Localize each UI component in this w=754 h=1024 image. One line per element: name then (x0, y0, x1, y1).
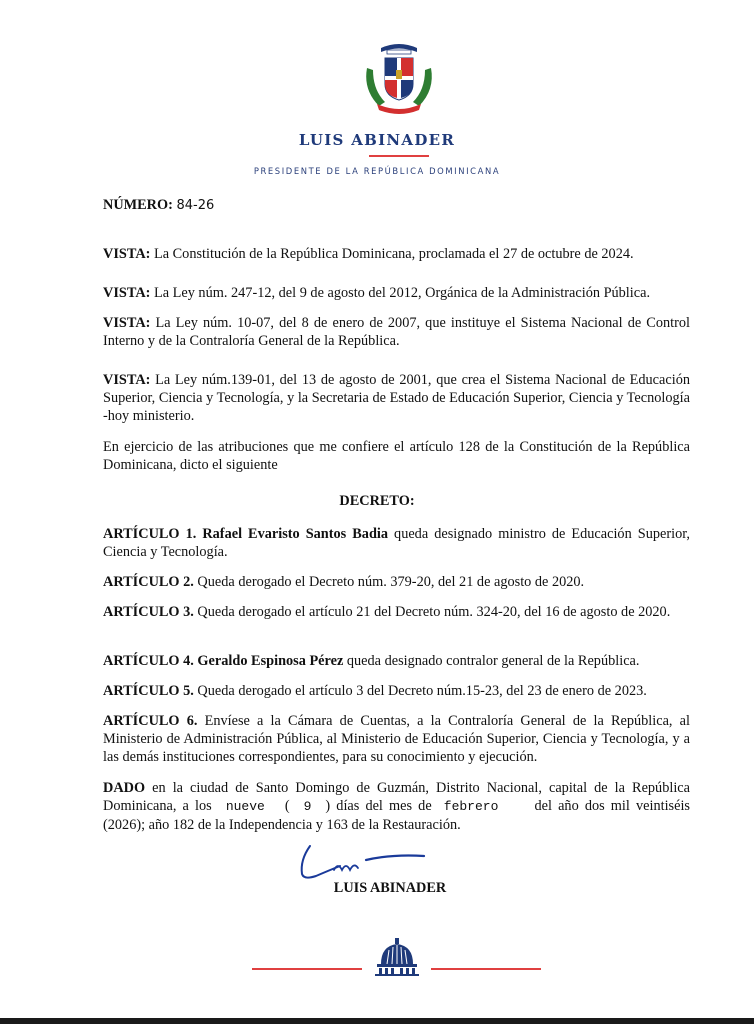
dado-text-part3: del año dos mil veintiséis (2026); año 182 de la Independencia y 163 de la Restauración. (103, 798, 690, 833)
articulo-text: queda designado contralor general de la República. (343, 653, 640, 669)
articulo-text: Envíese a la Cámara de Cuentas, a la Contraloría General de la República, al Ministerio de Administración Pública, al Ministerio de Educación Superior, Ciencia y Tecnología, y a las demás instituciones correspondientes, para su conocimiento y ejecución. (103, 713, 690, 765)
president-title-header: PRESIDENTE DE LA REPÚBLICA DOMINICANA (253, 166, 501, 176)
articulo-text: Queda derogado el Decreto núm. 379-20, del 21 de agosto de 2020. (193, 574, 585, 590)
page-bottom-edge (0, 1018, 754, 1024)
vista-label: VISTA: (103, 372, 151, 388)
articulo-label: ARTÍCULO 5. (103, 683, 194, 699)
president-name-header: LUIS ABINADER (298, 131, 456, 149)
articulo-paragraph (103, 573, 690, 591)
articulo-label: ARTÍCULO 6. (103, 713, 198, 729)
footer-divider-left (252, 968, 362, 970)
articulo-text: Queda derogado el artículo 3 del Decreto núm.15-23, del 23 de enero de 2023. (193, 683, 647, 699)
dado-day-number: 9 (303, 799, 312, 814)
articulo-paragraph (103, 682, 690, 700)
vista-label: VISTA: (103, 246, 151, 262)
dado-paragraph: DADO en la ciudad de Santo Domingo de Guzmán, Distrito Nacional, capital de la República Dominicana, a los nueve ( 9 ) días del mes de febrero del año dos mil veintiséis (2026); año 182 de la Independencia y 163 de la Restauración. (103, 780, 690, 833)
decreto-heading: DECRETO: (339, 493, 415, 509)
dado-text-part1: en la ciudad de Santo Domingo de Guzmán, Distrito Nacional, capital de la República Dominicana, a los (103, 780, 690, 814)
articulo-label: ARTÍCULO 1. (103, 526, 197, 542)
vista-text: La Ley núm. 10-07, del 8 de enero de 2007, que instituye el Sistema Nacional de Control Interno y de la Contraloría General de la República. (103, 315, 690, 349)
articulo-paragraph (103, 712, 690, 766)
articulo-paragraph (103, 603, 690, 621)
articulo-text: queda designado ministro de Educación Superior, Ciencia y Tecnología. (103, 526, 690, 560)
vista-label: VISTA: (103, 285, 151, 301)
articulo-designee: Geraldo Espinosa Pérez (193, 653, 344, 669)
handwritten-signature (296, 840, 426, 884)
vista-label: VISTA: (103, 315, 151, 331)
decree-number (103, 196, 690, 215)
preamble-paragraph: En ejercicio de las atribuciones que me confiere el artículo 128 de la Constitución de la República Dominicana, dicto el siguiente (103, 439, 690, 473)
footer-divider-right (431, 968, 541, 970)
vista-text: La Ley núm. 247-12, del 9 de agosto del 2012, Orgánica de la Administración Pública. (150, 285, 651, 301)
vista-paragraph (103, 284, 690, 302)
vista-paragraph (103, 314, 690, 350)
national-palace-dome-icon (375, 938, 419, 976)
articulo-text: Queda derogado el artículo 21 del Decreto núm. 324-20, del 16 de agosto de 2020. (193, 604, 671, 620)
articulo-label: ARTÍCULO 3. (103, 604, 194, 620)
articulo-label: ARTÍCULO 4. (103, 653, 194, 669)
dado-label: DADO (103, 780, 146, 796)
dado-text-part2: días del mes de (330, 798, 438, 814)
decree-number-label: NÚMERO: (103, 197, 173, 213)
articulo-paragraph (103, 525, 690, 561)
signer-name: LUIS ABINADER (333, 880, 447, 896)
vista-text: La Ley núm.139-01, del 13 de agosto de 2001, que crea el Sistema Nacional de Educación Superior, Ciencia y Tecnología, y la Secretaria de Estado de Educación Superior, Ciencia y Tecnología -hoy ministerio. (103, 372, 690, 424)
header-divider (369, 155, 429, 157)
articulo-label: ARTÍCULO 2. (103, 574, 194, 590)
dado-day-words: nueve (225, 799, 265, 814)
articulo-paragraph (103, 652, 690, 670)
vista-paragraph (103, 371, 690, 425)
articulo-designee: Rafael Evaristo Santos Badia (196, 526, 389, 542)
vista-text: La Constitución de la República Dominicana, proclamada el 27 de octubre de 2024. (150, 246, 634, 262)
decree-number-value: 84-26 (176, 198, 215, 213)
vista-paragraph (103, 245, 690, 263)
coat-of-arms-icon (359, 40, 439, 118)
dado-month: febrero (443, 799, 499, 814)
